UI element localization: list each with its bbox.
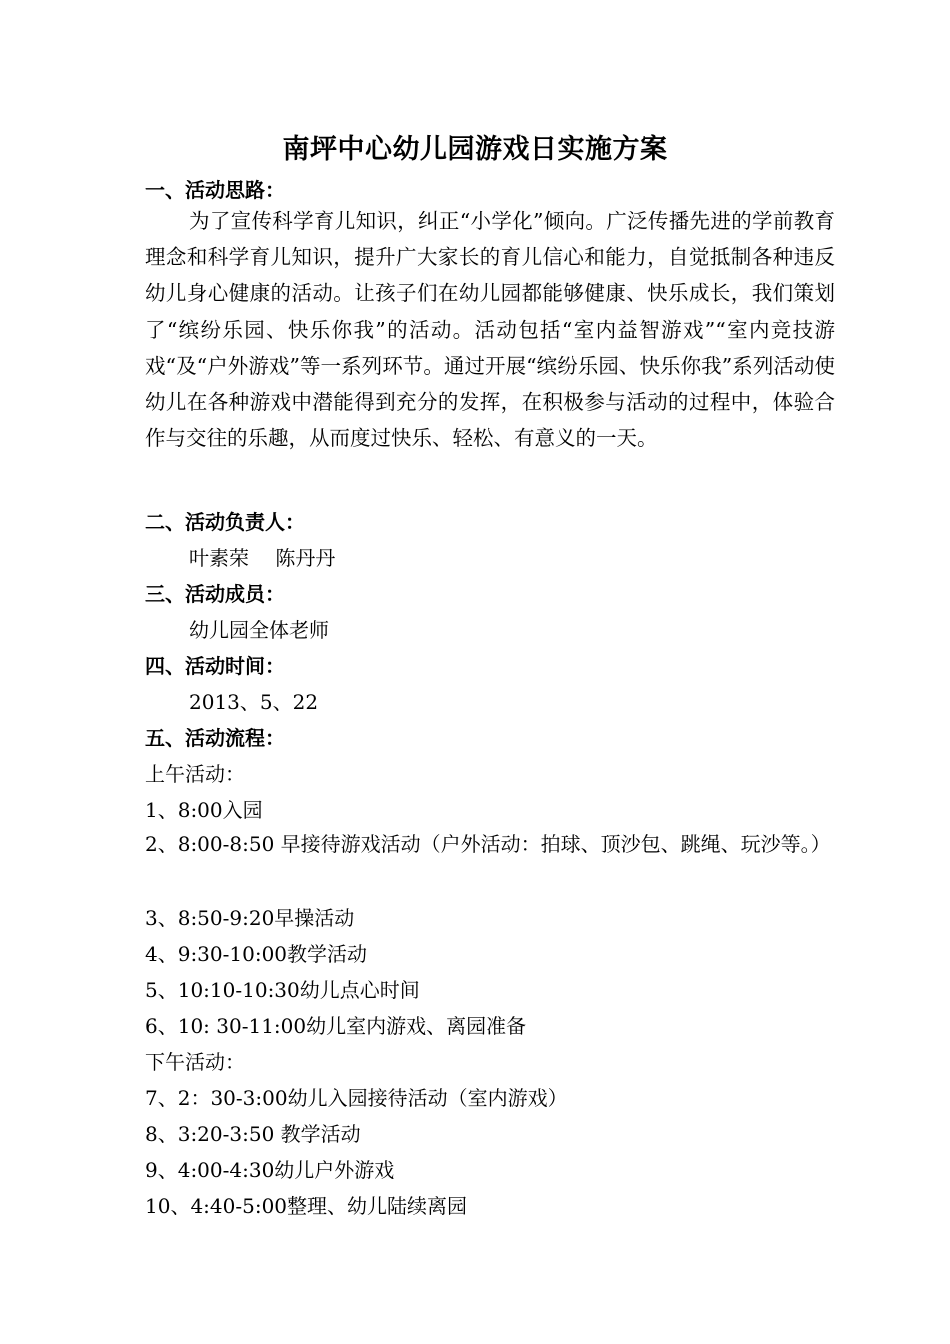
list-item: 9、4:00-4:30幼儿户外游戏 (145, 1158, 395, 1182)
afternoon-label: 下午活动： (145, 1050, 245, 1074)
list-item: 5、10:10-10:30幼儿点心时间 (145, 978, 420, 1002)
members-value: 幼儿园全体老师 (189, 618, 329, 642)
list-item: 4、9:30-10:00教学活动 (145, 942, 368, 966)
section-heading-leaders: 二、活动负责人： (145, 510, 305, 534)
list-item: 1、8:00入园 (145, 798, 263, 822)
list-item: 8、3:20-3:50 教学活动 (145, 1122, 361, 1146)
section-heading-thinking: 一、活动思路： (145, 178, 285, 202)
list-item: 6、10: 30-11:00幼儿室内游戏、离园准备 (145, 1014, 527, 1038)
thinking-paragraph: 为了宣传科学育儿知识，纠正“小学化”倾向。广泛传播先进的学前教育理念和科学育儿知识，提升广大家长的育儿信心和能力，自觉抵制各种违反幼儿身心健康的活动。让孩子们在幼儿园都能够健康、快乐成长，我们策划了“缤纷乐园、快乐你我”的活动。活动包括“室内益智游戏”“室内竞技游戏“及“户外游戏”等一系列环节。通过开展“缤纷乐园、快乐你我”系列活动使幼儿在各种游戏中潜能得到充分的发挥，在积极参与活动的过程中，体验合作与交往的乐趣，从而度过快乐、轻松、有意义的一天。 (145, 209, 835, 451)
list-item: 10、4:40-5:00整理、幼儿陆续离园 (145, 1194, 468, 1218)
list-item: 3、8:50-9:20早操活动 (145, 906, 355, 930)
morning-label: 上午活动： (145, 762, 245, 786)
section-heading-flow: 五、活动流程： (145, 726, 285, 750)
leaders-value: 叶素荣 陈丹丹 (189, 546, 336, 570)
list-item: 7、2：30-3:00幼儿入园接待活动（室内游戏） (145, 1086, 568, 1110)
list-item: 2、8:00-8:50 早接待游戏活动（户外活动：拍球、顶沙包、跳绳、玩沙等。） (145, 832, 831, 856)
time-value: 2013、5、22 (189, 690, 319, 714)
document-title: 南坪中心幼儿园游戏日实施方案 (282, 134, 668, 165)
section-heading-time: 四、活动时间： (145, 654, 285, 678)
section-heading-members: 三、活动成员： (145, 582, 285, 606)
